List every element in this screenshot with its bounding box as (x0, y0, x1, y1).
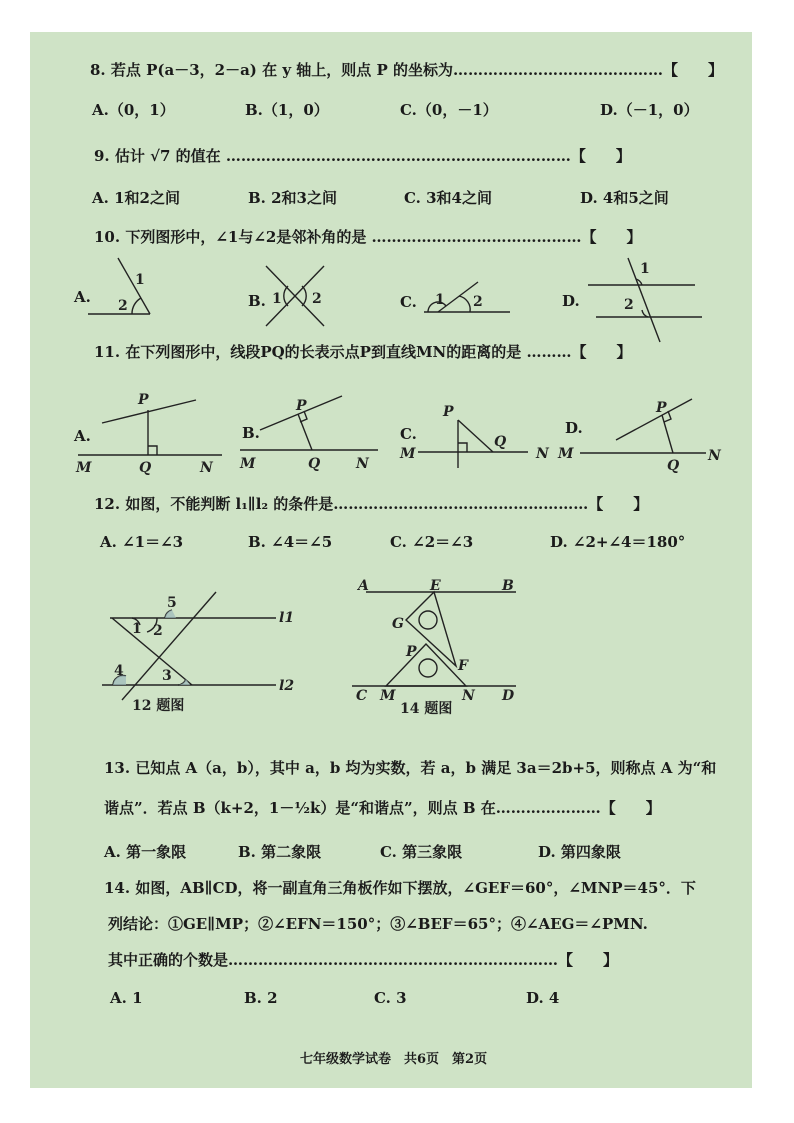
question-13-option-c[interactable]: C. 第三象限 (380, 843, 463, 861)
question-9-option-b[interactable]: B. 2和3之间 (248, 189, 337, 207)
question-11-option-b[interactable]: B. (242, 424, 260, 442)
fig14-N: N (462, 688, 475, 704)
question-8-option-c[interactable]: C.（0，－1） (400, 101, 498, 119)
question-13-option-a[interactable]: A. 第一象限 (104, 843, 187, 861)
fig14-P: P (406, 644, 417, 660)
question-14-option-c[interactable]: C. 3 (374, 989, 407, 1007)
q11-d-N: N (708, 448, 721, 464)
q11-c-N: N (536, 446, 549, 462)
question-8-option-b[interactable]: B.（1，0） (245, 101, 329, 119)
fig14-M: M (380, 688, 396, 704)
question-8-stem: 8. 若点 P(a－3，2－a) 在 y 轴上，则点 P 的坐标为……………………………………【 】 (90, 61, 723, 79)
fig14-D: D (502, 688, 515, 704)
question-9-option-c[interactable]: C. 3和4之间 (404, 189, 492, 207)
fig12-angle-1: 1 (132, 621, 142, 637)
question-12-option-c[interactable]: C. ∠2＝∠3 (390, 533, 474, 551)
fig14-G: G (392, 616, 404, 632)
q10-d-angle-1-label: 1 (640, 261, 650, 277)
q11-a-P: P (138, 392, 149, 408)
question-11-option-c[interactable]: C. (400, 425, 417, 443)
q11-a-Q: Q (139, 460, 152, 476)
question-14-line-1: 14. 如图，AB∥CD，将一副直角三角板作如下摆放，∠GEF＝60°，∠MNP＝45°．下 (104, 879, 696, 897)
q10-c-angle-2-label: 2 (473, 294, 483, 310)
fig14-caption: 14 题图 (400, 701, 453, 717)
question-11-stem: 11. 在下列图形中，线段PQ的长表示点P到直线MN的距离的是 ………【 】 (94, 343, 632, 361)
question-9-option-d[interactable]: D. 4和5之间 (580, 189, 669, 207)
question-14-line-3: 其中正确的个数是…………………………………………………………【 】 (108, 951, 619, 969)
fig12-angle-3: 3 (162, 668, 172, 684)
fig12-angle-5: 5 (167, 595, 177, 611)
fig12-line-l2: l2 (279, 678, 295, 694)
fig14-F: F (458, 658, 468, 674)
fig14-E: E (430, 578, 441, 594)
question-12-option-b[interactable]: B. ∠4＝∠5 (248, 533, 333, 551)
question-14-option-d[interactable]: D. 4 (526, 989, 560, 1007)
question-10-stem: 10. 下列图形中，∠1与∠2是邻补角的是 ……………………………………【 】 (94, 228, 642, 246)
question-9-option-a[interactable]: A. 1和2之间 (92, 189, 180, 207)
q11-b-N: N (356, 456, 369, 472)
q10-d-angle-2-label: 2 (624, 297, 634, 313)
question-14-option-b[interactable]: B. 2 (244, 989, 278, 1007)
question-11-option-d[interactable]: D. (565, 419, 583, 437)
question-13-line-2: 谐点”．若点 B（k+2，1－½k）是“和谐点”，则点 B 在…………………【 】 (104, 799, 661, 817)
question-10-option-d[interactable]: D. (562, 292, 580, 310)
question-13-option-d[interactable]: D. 第四象限 (538, 843, 621, 861)
page-footer: 七年级数学试卷 共6页 第2页 (300, 1052, 488, 1067)
figure-14 (352, 592, 516, 686)
q11-a-N: N (200, 460, 213, 476)
question-11-option-a[interactable]: A. (74, 427, 91, 445)
q11-a-M: M (76, 460, 92, 476)
q10-a-angle-1-label: 1 (135, 272, 145, 288)
fig12-angle-2: 2 (153, 623, 163, 639)
question-12-stem: 12. 如图，不能判断 l₁∥l₂ 的条件是……………………………………………【 】 (94, 495, 649, 513)
q10-c-angle-1-label: 1 (435, 292, 445, 308)
q10-b-angle-1-label: 1 (272, 291, 282, 307)
question-8-option-d[interactable]: D.（－1，0） (600, 101, 699, 119)
question-14-line-2: 列结论：①GE∥MP；②∠EFN＝150°；③∠BEF＝65°；④∠AEG＝∠PMN. (108, 915, 648, 933)
q11-b-M: M (240, 456, 256, 472)
question-12-option-a[interactable]: A. ∠1＝∠3 (100, 533, 184, 551)
question-10-option-c[interactable]: C. (400, 293, 417, 311)
q11-c-Q: Q (494, 434, 507, 450)
fig14-B: B (502, 578, 514, 594)
fig14-A: A (358, 578, 369, 594)
fig12-angle-4: 4 (114, 663, 124, 679)
question-13-option-b[interactable]: B. 第二象限 (238, 843, 322, 861)
q11-c-P: P (443, 404, 454, 420)
question-8-option-a[interactable]: A.（0，1） (92, 101, 175, 119)
q11-d-Q: Q (667, 458, 680, 474)
question-14-option-a[interactable]: A. 1 (110, 989, 143, 1007)
fig12-caption: 12 题图 (132, 698, 185, 714)
fig14-C: C (356, 688, 368, 704)
question-10-option-a[interactable]: A. (74, 288, 91, 306)
q10-a-angle-2-label: 2 (118, 298, 128, 314)
question-10-option-b[interactable]: B. (248, 292, 266, 310)
q11-b-P: P (296, 398, 307, 414)
q11-b-Q: Q (308, 456, 321, 472)
question-9-stem: 9. 估计 √7 的值在 ……………………………………………………………【 】 (94, 147, 631, 165)
q10-b-angle-2-label: 2 (312, 291, 322, 307)
q11-d-M: M (558, 446, 574, 462)
fig12-line-l1: l1 (279, 610, 295, 626)
q11-d-P: P (656, 400, 667, 416)
question-12-option-d[interactable]: D. ∠2+∠4＝180° (550, 533, 686, 551)
q11-c-M: M (400, 446, 416, 462)
question-13-line-1: 13. 已知点 A（a，b），其中 a，b 均为实数，若 a，b 满足 3a＝2b+5，则称点 A 为“和 (104, 759, 717, 777)
